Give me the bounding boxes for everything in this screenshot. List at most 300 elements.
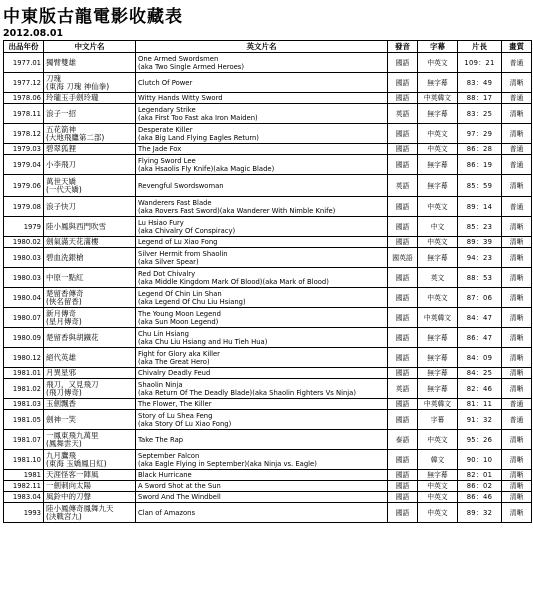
chinese-title-line: 天涯怪客一陣風	[46, 470, 99, 479]
cell-english-title	[136, 379, 388, 399]
table-row	[4, 399, 532, 410]
cell-quality: 清晰	[502, 248, 532, 268]
cell-english-title	[136, 175, 388, 197]
chinese-title-line: 碧血洗銀槍	[46, 252, 84, 262]
cell-year: 1979.06	[4, 175, 44, 197]
cell-subtitles: 字幕	[418, 410, 458, 430]
cell-chinese-title	[44, 175, 136, 197]
cell-length: 87：06	[458, 288, 502, 308]
cell-year: 1981	[4, 470, 44, 481]
english-title-line: Flying Sword Lee	[138, 156, 196, 165]
cell-english-title	[136, 481, 388, 492]
cell-length: 89：14	[458, 197, 502, 217]
english-title-line: Shaolin Ninja	[138, 380, 183, 389]
cell-year: 1978.06	[4, 93, 44, 104]
cell-chinese-title	[44, 268, 136, 288]
cell-language: 國語	[388, 268, 418, 288]
cell-language: 國語	[388, 308, 418, 328]
cell-year: 1982.11	[4, 481, 44, 492]
chinese-title-line: 月異星邪	[46, 368, 76, 377]
header-year: 出品年份	[4, 41, 44, 53]
cell-subtitles: 無字幕	[418, 248, 458, 268]
cell-length: 81：11	[458, 399, 502, 410]
table-row	[4, 268, 532, 288]
cell-language: 國語	[388, 93, 418, 104]
header-subtitles: 字幕	[418, 41, 458, 53]
cell-subtitles: 中英韓文	[418, 399, 458, 410]
table-row	[4, 248, 532, 268]
chinese-title-line: 新月傳奇	[46, 308, 76, 318]
cell-subtitles: 無字幕	[418, 104, 458, 124]
cell-quality: 普通	[502, 410, 532, 430]
cell-year: 1980.03	[4, 268, 44, 288]
chinese-title-line: 九月鷹飛	[46, 450, 76, 460]
english-title-line: Red Dot Chivalry	[138, 269, 196, 278]
table-row	[4, 492, 532, 503]
cell-year: 1981.03	[4, 399, 44, 410]
english-title-line: (aka Two Single Armed Heroes)	[138, 62, 244, 71]
cell-quality: 清晰	[502, 368, 532, 379]
cell-language: 英語	[388, 104, 418, 124]
english-title-line: September Falcon	[138, 451, 200, 460]
chinese-title-line: (星月傳奇)	[46, 316, 82, 326]
cell-quality: 清晰	[502, 104, 532, 124]
english-title-line: Legend of Lu Xiao Fong	[138, 238, 218, 246]
cell-chinese-title	[44, 492, 136, 503]
english-title-line: (aka The Great Hero)	[138, 357, 210, 366]
cell-subtitles: 中英文	[418, 144, 458, 155]
english-title-line: (aka First Too Fast aka Iron Maiden)	[138, 113, 258, 122]
cell-length: 86：46	[458, 492, 502, 503]
english-title-line: The Young Moon Legend	[138, 309, 221, 318]
english-title-line: Revengful Swordswoman	[138, 181, 224, 190]
cell-chinese-title	[44, 430, 136, 450]
english-title-line: Story of Lu Shea Feng	[138, 411, 213, 420]
cell-english-title	[136, 450, 388, 470]
cell-length: 86：47	[458, 328, 502, 348]
cell-quality: 清晰	[502, 379, 532, 399]
cell-english-title	[136, 248, 388, 268]
cell-language: 國語	[388, 217, 418, 237]
cell-english-title	[136, 53, 388, 73]
cell-english-title	[136, 430, 388, 450]
cell-length: 84：25	[458, 368, 502, 379]
cell-english-title	[136, 73, 388, 93]
cell-subtitles: 無字幕	[418, 175, 458, 197]
cell-length: 83：49	[458, 73, 502, 93]
table-row	[4, 175, 532, 197]
cell-language: 國語	[388, 237, 418, 248]
cell-length: 85：59	[458, 175, 502, 197]
cell-language: 國語	[388, 410, 418, 430]
cell-english-title	[136, 410, 388, 430]
cell-quality: 清晰	[502, 481, 532, 492]
cell-length: 86：19	[458, 155, 502, 175]
table-row	[4, 430, 532, 450]
table-row	[4, 124, 532, 144]
cell-english-title	[136, 144, 388, 155]
cell-length: 84：09	[458, 348, 502, 368]
cell-length: 97：29	[458, 124, 502, 144]
cell-language: 國語	[388, 470, 418, 481]
cell-quality: 清晰	[502, 237, 532, 248]
english-title-line: One Armed Swordsmen	[138, 54, 219, 63]
cell-chinese-title	[44, 104, 136, 124]
chinese-title-line: (東海 玉嬌鳳日紅)	[46, 458, 107, 468]
cell-english-title	[136, 368, 388, 379]
cell-language: 國語	[388, 124, 418, 144]
english-title-line: (aka Rovers Fast Sword)(aka Wanderer With Nimble Knife)	[138, 206, 336, 215]
english-title-line: (aka Eagle Flying in September)(aka Ninja vs. Eagle)	[138, 459, 317, 468]
chinese-title-line: 浪子一招	[46, 108, 76, 118]
cell-subtitles: 無字幕	[418, 348, 458, 368]
cell-quality: 清晰	[502, 492, 532, 503]
table-row	[4, 450, 532, 470]
table-row	[4, 368, 532, 379]
cell-length: 86：28	[458, 144, 502, 155]
cell-language: 國語	[388, 481, 418, 492]
cell-chinese-title	[44, 481, 136, 492]
cell-english-title	[136, 124, 388, 144]
cell-chinese-title	[44, 410, 136, 430]
cell-english-title	[136, 348, 388, 368]
cell-language: 泰語	[388, 430, 418, 450]
cell-english-title	[136, 503, 388, 523]
cell-quality: 普通	[502, 197, 532, 217]
chinese-title-line: 一劍刺向太陽	[46, 481, 91, 490]
cell-language: 國語	[388, 144, 418, 155]
table-row	[4, 104, 532, 124]
cell-english-title	[136, 308, 388, 328]
cell-year: 1993	[4, 503, 44, 523]
table-row	[4, 379, 532, 399]
cell-language: 國語	[388, 53, 418, 73]
cell-language: 國語	[388, 348, 418, 368]
english-title-line: Sword And The Windbell	[138, 493, 221, 501]
cell-length: 109：21	[458, 53, 502, 73]
english-title-line: Lu Hsiao Fury	[138, 218, 184, 227]
cell-quality: 清晰	[502, 175, 532, 197]
cell-language: 國語	[388, 73, 418, 93]
table-row	[4, 348, 532, 368]
cell-quality: 普通	[502, 155, 532, 175]
cell-year: 1980.09	[4, 328, 44, 348]
cell-language: 國語	[388, 197, 418, 217]
cell-length: 83：25	[458, 104, 502, 124]
cell-chinese-title	[44, 124, 136, 144]
english-title-line: Chu Lin Hsiang	[138, 329, 189, 338]
cell-quality: 普通	[502, 144, 532, 155]
chinese-title-line: (一代天嬌)	[46, 184, 82, 194]
cell-length: 90：10	[458, 450, 502, 470]
cell-length: 95：26	[458, 430, 502, 450]
cell-subtitles: 中英文	[418, 197, 458, 217]
cell-length: 88：17	[458, 93, 502, 104]
cell-quality: 普通	[502, 93, 532, 104]
cell-quality: 普通	[502, 399, 532, 410]
english-title-line: (aka Return Of The Deadly Blade)(aka Shaolin Fighters Vs Ninja)	[138, 388, 356, 397]
cell-quality: 清晰	[502, 450, 532, 470]
header-language: 發音	[388, 41, 418, 53]
english-title-line: Silver Hermit from Shaolin	[138, 249, 228, 258]
chinese-title-line: 劍氣滿天花滿樓	[46, 237, 99, 246]
cell-chinese-title	[44, 248, 136, 268]
cell-english-title	[136, 470, 388, 481]
cell-subtitles: 中英文	[418, 481, 458, 492]
chinese-title-line: 楚留香傳奇	[46, 288, 84, 298]
cell-chinese-title	[44, 450, 136, 470]
cell-chinese-title	[44, 217, 136, 237]
english-title-line: Wanderers Fast Blade	[138, 198, 212, 207]
chinese-title-line: 陸小鳳與西門吹雪	[46, 221, 106, 231]
cell-year: 1980.12	[4, 348, 44, 368]
chinese-title-line: 飛刀，又見飛刀	[46, 379, 99, 389]
cell-year: 1978.12	[4, 124, 44, 144]
chinese-title-line: (飛刀傳奇)	[46, 387, 82, 397]
table-row	[4, 144, 532, 155]
cell-quality: 清晰	[502, 328, 532, 348]
cell-year: 1983.04	[4, 492, 44, 503]
chinese-title-line: 絕代英雄	[46, 352, 76, 362]
cell-subtitles: 無字幕	[418, 73, 458, 93]
cell-chinese-title	[44, 237, 136, 248]
cell-length: 82：01	[458, 470, 502, 481]
header-chinese-title: 中文片名	[44, 41, 136, 53]
english-title-line: A Sword Shot at the Sun	[138, 482, 221, 490]
table-row	[4, 308, 532, 328]
cell-quality: 清晰	[502, 73, 532, 93]
chinese-title-line: 玉劍飄香	[46, 399, 76, 408]
table-row	[4, 503, 532, 523]
cell-chinese-title	[44, 368, 136, 379]
chinese-title-line: (鳳舞雲天)	[46, 438, 82, 448]
cell-subtitles: 無字幕	[418, 155, 458, 175]
cell-year: 1980.03	[4, 248, 44, 268]
cell-language: 國語	[388, 450, 418, 470]
english-title-line: Fight for Glory aka Killer	[138, 349, 220, 358]
cell-subtitles: 中英文	[418, 237, 458, 248]
cell-english-title	[136, 217, 388, 237]
cell-year: 1981.05	[4, 410, 44, 430]
cell-year: 1979.04	[4, 155, 44, 175]
english-title-line: Black Hurricane	[138, 471, 192, 479]
document-date: 2012.08.01	[3, 28, 64, 39]
chinese-title-line: 刀瑰	[46, 73, 61, 83]
cell-language: 國語	[388, 155, 418, 175]
cell-subtitles: 中英文	[418, 53, 458, 73]
cell-quality: 清晰	[502, 288, 532, 308]
chinese-title-line: 陸小鳳傳奇鳳舞九天	[46, 503, 114, 513]
english-title-line: Desperate Killer	[138, 125, 193, 134]
cell-subtitles: 中英韓文	[418, 93, 458, 104]
cell-chinese-title	[44, 308, 136, 328]
cell-quality: 清晰	[502, 124, 532, 144]
cell-length: 89：39	[458, 237, 502, 248]
cell-year: 1979.03	[4, 144, 44, 155]
english-title-line: (aka Story Of Lu Xiao Fong)	[138, 419, 232, 428]
cell-year: 1981.10	[4, 450, 44, 470]
cell-length: 86：02	[458, 481, 502, 492]
cell-year: 1981.07	[4, 430, 44, 450]
cell-subtitles: 中英文	[418, 124, 458, 144]
chinese-title-line: 五花箭神	[46, 124, 76, 134]
english-title-line: Legend Of Chin Lin Shan	[138, 289, 222, 298]
cell-english-title	[136, 197, 388, 217]
cell-english-title	[136, 268, 388, 288]
cell-quality: 清晰	[502, 217, 532, 237]
cell-year: 1979	[4, 217, 44, 237]
english-title-line: Take The Rap	[138, 435, 184, 444]
cell-chinese-title	[44, 53, 136, 73]
chinese-title-line: 劍神一笑	[46, 414, 76, 424]
cell-quality: 清晰	[502, 430, 532, 450]
cell-year: 1979.08	[4, 197, 44, 217]
english-title-line: Clan of Amazons	[138, 508, 195, 517]
table-row	[4, 73, 532, 93]
cell-subtitles: 中英文	[418, 288, 458, 308]
cell-chinese-title	[44, 288, 136, 308]
english-title-line: (aka Chu Liu Hsiang and Hu Tieh Hua)	[138, 337, 268, 346]
table-row	[4, 328, 532, 348]
table-row	[4, 410, 532, 430]
cell-english-title	[136, 328, 388, 348]
cell-language: 國語	[388, 492, 418, 503]
cell-quality: 清晰	[502, 470, 532, 481]
cell-language: 國語	[388, 328, 418, 348]
cell-length: 94：23	[458, 248, 502, 268]
chinese-title-line: (大地飛鷹第二部)	[46, 132, 105, 142]
cell-language: 英語	[388, 175, 418, 197]
document-title: 中東版古龍電影收藏表	[3, 7, 183, 27]
cell-quality: 清晰	[502, 348, 532, 368]
chinese-title-line: 楚留香與胡鐵花	[46, 332, 99, 342]
english-title-line: (aka Legend Of Chu Liu Hsiang)	[138, 297, 246, 306]
table-header-row	[4, 41, 532, 53]
chinese-title-line: (俠名留香)	[46, 296, 82, 306]
cell-chinese-title	[44, 197, 136, 217]
movie-collection-table	[3, 40, 532, 523]
table-row	[4, 155, 532, 175]
cell-year: 1981.02	[4, 379, 44, 399]
chinese-title-line: (東海 刀瑰 神仙拳)	[46, 81, 110, 91]
table-row	[4, 470, 532, 481]
cell-length: 84：47	[458, 308, 502, 328]
cell-language: 國英語	[388, 248, 418, 268]
table-row	[4, 217, 532, 237]
cell-language: 國語	[388, 288, 418, 308]
table-row	[4, 237, 532, 248]
english-title-line: Legendary Strike	[138, 105, 196, 114]
cell-quality: 清晰	[502, 268, 532, 288]
table-row	[4, 53, 532, 73]
cell-english-title	[136, 237, 388, 248]
header-length: 片長	[458, 41, 502, 53]
cell-english-title	[136, 399, 388, 410]
cell-english-title	[136, 155, 388, 175]
table-row	[4, 93, 532, 104]
cell-english-title	[136, 93, 388, 104]
cell-language: 國語	[388, 399, 418, 410]
header-english-title: 英文片名	[136, 41, 388, 53]
cell-year: 1981.01	[4, 368, 44, 379]
cell-subtitles: 英文	[418, 268, 458, 288]
english-title-line: The Flower, The Killer	[138, 400, 212, 408]
cell-year: 1978.11	[4, 104, 44, 124]
cell-chinese-title	[44, 93, 136, 104]
cell-language: 國語	[388, 368, 418, 379]
cell-subtitles: 中英文	[418, 503, 458, 523]
cell-year: 1980.07	[4, 308, 44, 328]
cell-subtitles: 中英韓文	[418, 308, 458, 328]
cell-chinese-title	[44, 328, 136, 348]
cell-chinese-title	[44, 144, 136, 155]
cell-language: 英語	[388, 379, 418, 399]
chinese-title-line: 碧翠狐狸	[46, 144, 76, 153]
cell-subtitles: 中英文	[418, 430, 458, 450]
chinese-title-line: 萬世天嬌	[46, 176, 76, 186]
english-title-line: (aka Middle Kingdom Mark Of Blood)(aka Mark of Blood)	[138, 277, 329, 286]
chinese-title-line: 小李飛刀	[46, 159, 76, 169]
header-quality: 畫質	[502, 41, 532, 53]
cell-length: 82：46	[458, 379, 502, 399]
cell-english-title	[136, 492, 388, 503]
cell-subtitles: 無字幕	[418, 368, 458, 379]
cell-year: 1980.04	[4, 288, 44, 308]
english-title-line: The Jade Fox	[138, 145, 182, 153]
english-title-line: Witty Hands Witty Sword	[138, 94, 223, 102]
cell-quality: 普通	[502, 53, 532, 73]
english-title-line: (aka Silver Spear)	[138, 257, 199, 266]
cell-length: 88：53	[458, 268, 502, 288]
cell-subtitles: 中文	[418, 217, 458, 237]
chinese-title-line: 中原一點紅	[46, 272, 84, 282]
cell-subtitles: 中英文	[418, 492, 458, 503]
cell-subtitles: 無字幕	[418, 328, 458, 348]
cell-chinese-title	[44, 503, 136, 523]
english-title-line: (aka Big Land Flying Eagles Return)	[138, 133, 259, 142]
chinese-title-line: (決戰宮九)	[46, 511, 82, 521]
table-row	[4, 481, 532, 492]
cell-year: 1977.01	[4, 53, 44, 73]
english-title-line: (aka Chivalry Of Conspiracy)	[138, 226, 236, 235]
cell-chinese-title	[44, 470, 136, 481]
cell-length: 85：23	[458, 217, 502, 237]
chinese-title-line: 風鈴中的刀聲	[46, 492, 91, 501]
english-title-line: (aka Sun Moon Legend)	[138, 317, 219, 326]
cell-chinese-title	[44, 379, 136, 399]
chinese-title-line: 玲瓏玉手劍玲瓏	[46, 93, 99, 102]
cell-subtitles: 韓文	[418, 450, 458, 470]
table-row	[4, 197, 532, 217]
cell-chinese-title	[44, 348, 136, 368]
cell-language: 國語	[388, 503, 418, 523]
chinese-title-line: 浪子快刀	[46, 201, 76, 211]
cell-length: 89：32	[458, 503, 502, 523]
cell-length: 91：32	[458, 410, 502, 430]
english-title-line: Clutch Of Power	[138, 78, 193, 87]
cell-chinese-title	[44, 155, 136, 175]
cell-english-title	[136, 104, 388, 124]
cell-chinese-title	[44, 73, 136, 93]
cell-quality: 清晰	[502, 308, 532, 328]
english-title-line: Chivalry Deadly Feud	[138, 369, 211, 377]
chinese-title-line: 一鳳東飛九萬里	[46, 430, 99, 440]
cell-year: 1980.02	[4, 237, 44, 248]
cell-english-title	[136, 288, 388, 308]
cell-subtitles: 無字幕	[418, 470, 458, 481]
table-row	[4, 288, 532, 308]
chinese-title-line: 獨臂雙雄	[46, 57, 76, 67]
